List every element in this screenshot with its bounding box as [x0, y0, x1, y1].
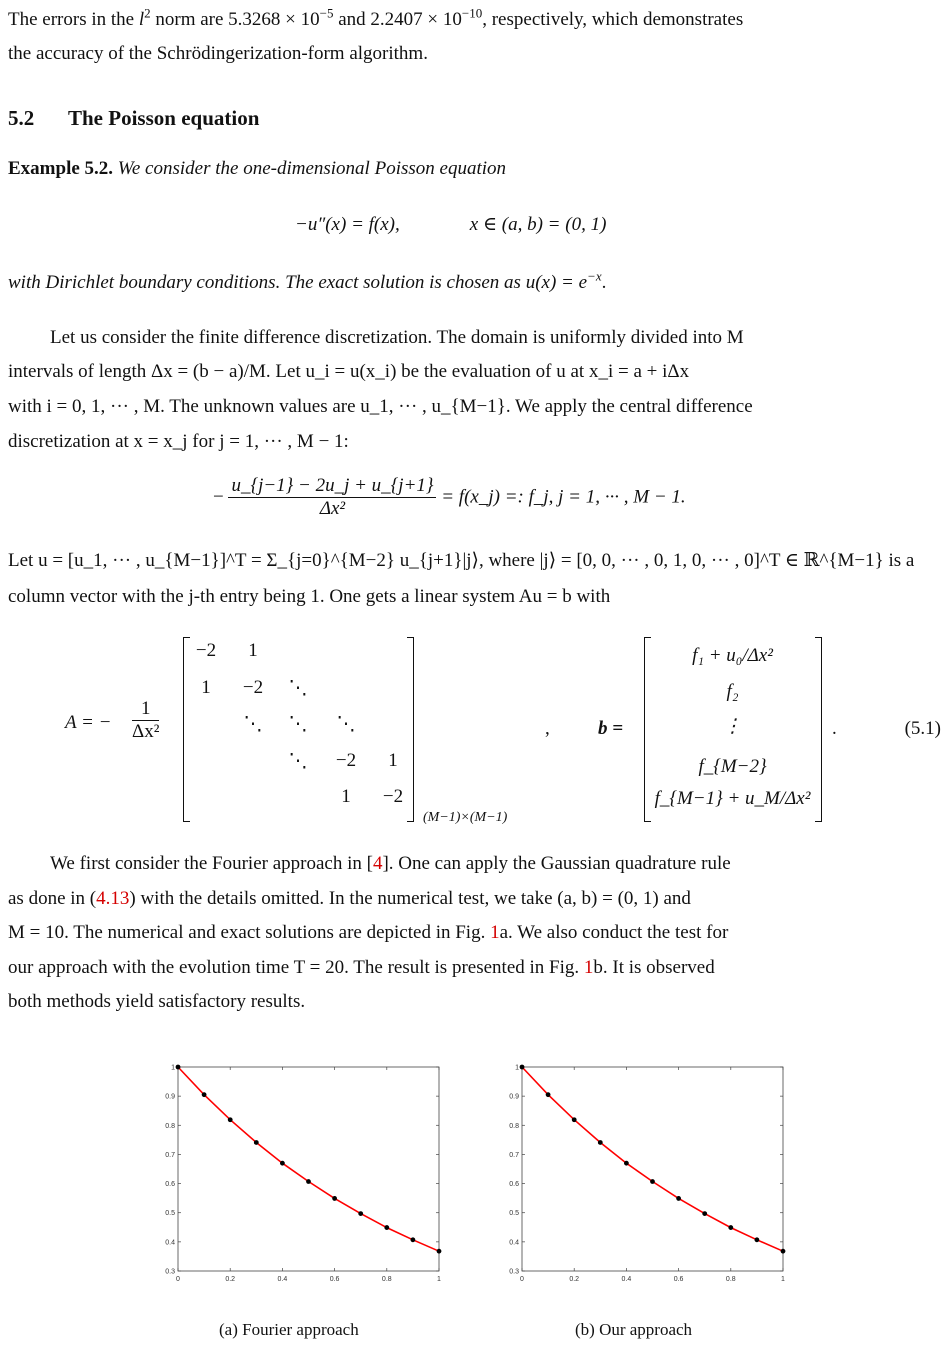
- x-tick-label: 1: [781, 1276, 785, 1283]
- x-tick-label: 1: [437, 1276, 441, 1283]
- vector-b-entry-1: f₂: [726, 681, 739, 702]
- matrix-A-right-bracket: [407, 637, 414, 822]
- y-tick-label: 0.9: [165, 1093, 175, 1101]
- y-tick-label: 0.3: [165, 1268, 175, 1276]
- matrix-cell-2-3: ⋱: [336, 714, 356, 735]
- figure-a-chart: [150, 1055, 460, 1295]
- matrix-cell-4-4: −2: [382, 786, 404, 807]
- y-tick-label: 0.3: [509, 1268, 519, 1276]
- numerical-solution-point: [546, 1092, 551, 1097]
- matrix-cell-3-2: ⋱: [288, 751, 308, 772]
- numerical-solution-point: [781, 1249, 786, 1254]
- matrix-cell-3-3: −2: [335, 750, 357, 771]
- intro-line-2: the accuracy of the Schrödingerization-form algorithm.: [8, 43, 428, 64]
- vector-b-entry-2: ⋮: [723, 716, 742, 737]
- y-tick-label: 0.5: [165, 1210, 175, 1218]
- example-statement: Example 5.2. We consider the one-dimensional Poisson equation: [8, 158, 507, 179]
- para3-line-1: We first consider the Fourier approach in [4]. One can apply the Gaussian quadrature rule: [50, 853, 731, 874]
- matrix-comma: ,: [545, 718, 550, 739]
- matrix-cell-3-4: 1: [388, 750, 398, 771]
- x-tick-label: 0.2: [569, 1276, 580, 1283]
- intro-line-1: The errors in the $l^2$ norm are $5.3268 \times 10^{-5}$ and $2.2407 \times 10^{-10}$, respectively, which demonstrates: [8, 5, 744, 30]
- para1-line-4: discretization at x = x_j for j = 1, ··· , M − 1:: [8, 431, 349, 452]
- matrix-cell-4-3: 1: [341, 786, 351, 807]
- numerical-solution-point: [650, 1179, 655, 1184]
- numerical-solution-point: [384, 1225, 389, 1230]
- x-tick-label: 0.4: [621, 1276, 632, 1283]
- numerical-solution-point: [702, 1211, 707, 1216]
- equation-ref-link[interactable]: 4.13: [96, 888, 130, 909]
- numerical-solution-point: [728, 1225, 733, 1230]
- para1-line-2: intervals of length Δx = (b − a)/M. Let u_i = u(x_i) be the evaluation of u at x_i = a + iΔx: [8, 361, 690, 382]
- matrix-A-left-bracket: [183, 637, 190, 822]
- citation-link[interactable]: 4: [372, 853, 383, 874]
- equation-number: (5.1): [904, 718, 941, 739]
- y-tick-label: 1: [171, 1064, 175, 1072]
- x-tick-label: 0.4: [277, 1276, 288, 1283]
- y-tick-label: 0.8: [165, 1122, 175, 1130]
- para3-line-2: as done in (4.13) with the details omitted. In the numerical test, we take (a, b) = (0, 1) and: [8, 888, 691, 909]
- figure-ref-link-b[interactable]: 1: [583, 957, 594, 978]
- y-tick-label: 0.6: [509, 1181, 519, 1189]
- numerical-solution-point: [280, 1161, 285, 1166]
- example-label: Example 5.2.: [8, 158, 114, 179]
- x-tick-label: 0: [520, 1276, 524, 1283]
- x-tick-label: 0: [176, 1276, 180, 1283]
- para1-line-3: with i = 0, 1, ··· , M. The unknown values are u_1, ··· , u_{M−1}. We apply the central difference: [8, 396, 753, 417]
- matrix-A-fraction: $\frac{1}{\text{Δx²}}$: [132, 698, 160, 742]
- x-tick-label: 0.6: [329, 1276, 340, 1283]
- y-tick-label: 0.7: [165, 1151, 175, 1159]
- y-tick-label: 0.4: [509, 1239, 519, 1247]
- para2-line-1: Let u = [u_1, ··· , u_{M−1}]^T = Σ_{j=0}^{M−2} u_{j+1}|j⟩, where |j⟩ = [0, 0, ··· , 0, 1, 0, ··· , 0]^T ∈ ℝ^{M−1} is a: [8, 550, 915, 571]
- equation-poisson: −u″(x) = f(x), x ∈ (a, b) = (0, 1): [295, 214, 607, 235]
- matrix-cell-2-1: ⋱: [243, 714, 263, 735]
- y-tick-label: 0.4: [165, 1239, 175, 1247]
- discretization-fraction: $\frac{u\_\{j-1\} - 2u\_j + u\_\{j+1\}}{\text{Δx²}}$: [228, 475, 436, 520]
- vector-b-entry-3: f_{M−2}: [698, 756, 767, 777]
- x-tick-label: 0.2: [225, 1276, 236, 1283]
- vector-b-label: b =: [598, 718, 624, 739]
- figure-b-chart: [494, 1055, 804, 1295]
- y-tick-label: 0.8: [509, 1122, 519, 1130]
- section-heading: [8, 106, 259, 131]
- numerical-solution-point: [624, 1161, 629, 1166]
- matrix-cell-0-0: −2: [195, 640, 217, 661]
- matrix-cell-2-2: ⋱: [288, 714, 308, 735]
- y-tick-label: 0.6: [165, 1181, 175, 1189]
- y-tick-label: 0.5: [509, 1210, 519, 1218]
- numerical-solution-point: [572, 1117, 577, 1122]
- example-boundary-text: with Dirichlet boundary conditions. The exact solution is chosen as $u(x) = e^{-x}$.: [8, 268, 607, 293]
- numerical-solution-point: [254, 1140, 259, 1145]
- plot-area: [522, 1067, 783, 1271]
- matrix-cell-1-1: −2: [242, 677, 264, 698]
- matrix-cell-1-0: 1: [201, 677, 211, 698]
- x-tick-label: 0.8: [725, 1276, 736, 1283]
- para3-line-5: both methods yield satisfactory results.: [8, 991, 306, 1012]
- figure-b-caption: (b) Our approach: [575, 1320, 693, 1339]
- para3-line-4: our approach with the evolution time T = 20. The result is presented in Fig. 1b. It is observed: [8, 957, 715, 978]
- numerical-solution-point: [676, 1196, 681, 1201]
- figure-a-caption: (a) Fourier approach: [219, 1320, 359, 1339]
- para2-line-2: column vector with the j-th entry being 1. One gets a linear system Au = b with: [8, 586, 611, 607]
- equation-discretization: − $\frac{u\_\{j-1\} - 2u\_j + u\_\{j+1\}}{\text{Δx²}}$ = f(x_j) =: f_j, j = 1, ··· , M − 1.: [213, 475, 686, 519]
- y-tick-label: 0.7: [509, 1151, 519, 1159]
- matrix-A-dimension: (M−1)×(M−1): [423, 810, 508, 825]
- x-tick-label: 0.8: [381, 1276, 392, 1283]
- section-number: 5.2: [8, 106, 35, 130]
- para1-line-1: Let us consider the finite difference discretization. The domain is uniformly divided into M: [50, 327, 744, 348]
- numerical-solution-point: [755, 1237, 760, 1242]
- numerical-solution-point: [520, 1065, 525, 1070]
- numerical-solution-point: [228, 1117, 233, 1122]
- figure-ref-link-a[interactable]: 1: [490, 922, 500, 943]
- numerical-solution-point: [332, 1196, 337, 1201]
- matrix-period: .: [832, 718, 837, 739]
- matrix-cell-1-2: ⋱: [288, 678, 308, 699]
- para3-line-3: M = 10. The numerical and exact solutions are depicted in Fig. 1a. We also conduct the test for: [8, 922, 729, 943]
- numerical-solution-point: [202, 1092, 207, 1097]
- numerical-solution-point: [437, 1249, 442, 1254]
- x-tick-label: 0.6: [673, 1276, 684, 1283]
- plot-area: [178, 1067, 439, 1271]
- numerical-solution-point: [358, 1211, 363, 1216]
- section-title: The Poisson equation: [68, 106, 260, 130]
- vector-b-entry-0: f₁ + u₀/Δx²: [692, 645, 773, 666]
- vector-b-right-bracket: [815, 637, 822, 822]
- matrix-cell-0-1: 1: [248, 640, 258, 661]
- matrix-A-label: A = −: [65, 712, 112, 733]
- y-tick-label: 0.9: [509, 1093, 519, 1101]
- vector-b-entry-4: f_{M−1} + u_M/Δx²: [654, 788, 811, 809]
- numerical-solution-point: [176, 1065, 181, 1070]
- y-tick-label: 1: [515, 1064, 519, 1072]
- numerical-solution-point: [306, 1179, 311, 1184]
- numerical-solution-point: [411, 1237, 416, 1242]
- numerical-solution-point: [598, 1140, 603, 1145]
